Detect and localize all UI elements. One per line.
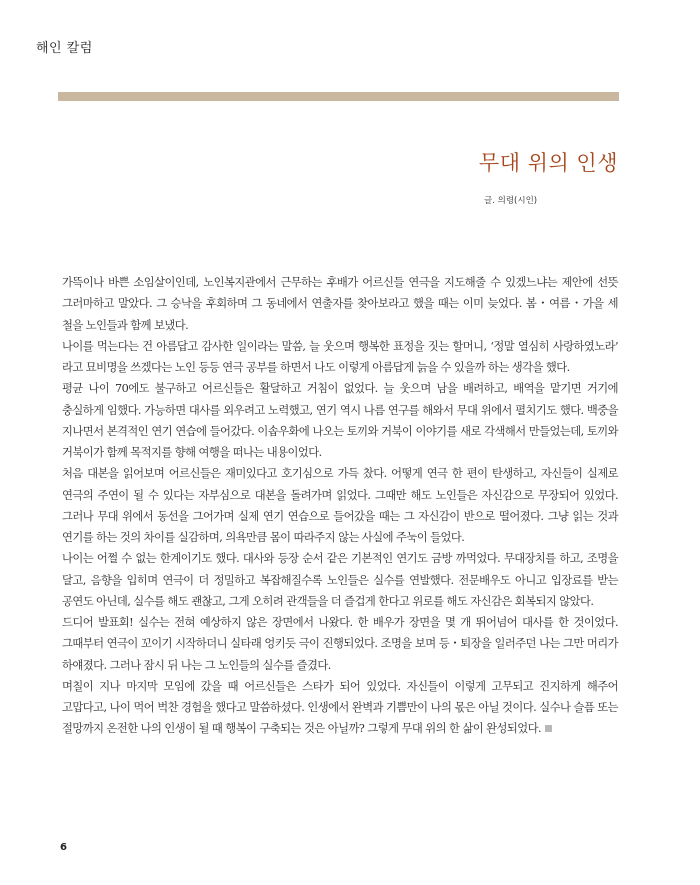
article-title: 무대 위의 인생 (478, 151, 618, 175)
last-paragraph-text: 며칠이 지나 마지막 모임에 갔을 때 어르신들은 스타가 되어 있었다. 자신들이 이렇게 고무되고 진지하게 해주어 고맙다고, 나이 먹어 벅찬 경험을 했다고 말씀하셨다. 인생에서 완벽과 기쁨만이 나의 몫은 아닐 것이다. 실수나 슬픔 또는 절망까지 온전한 나의 인생이 될 때 행복이 구축되는 것은 아닐까? 그렇게 무대 위의 한 삶이 완성되었다. (62, 679, 618, 736)
page-number: 6 (60, 842, 67, 853)
column-section-label: 해인 칼럼 (36, 41, 93, 56)
body-paragraph: 드디어 발표회! 실수는 전혀 예상하지 않은 장면에서 나왔다. 한 배우가 장면을 몇 개 뛰어넘어 대사를 한 것이었다. 그때부터 연극이 꼬이기 시작하더니 실타래 엉키듯 극이 진행되었다. 조명을 보며 등・퇴장을 일러주던 나는 그만 머리가 하얘졌다. 그러나 잠시 뒤 나는 그 노인들의 실수를 즐겼다. (62, 616, 618, 672)
body-paragraph: 나이를 먹는다는 건 아름답고 감사한 일이라는 말씀, 늘 웃으며 행복한 표정을 짓는 할머니, ‘정말 열심히 사랑하였노라’ 라고 묘비명을 쓰겠다는 노인 등등 연극 공부를 하면서 나도 이렇게 아름답게 늙을 수 있을까 하는 생각을 했다. (62, 339, 618, 374)
header-divider-bar (58, 92, 619, 101)
body-paragraph: 평균 나이 70에도 불구하고 어르신들은 활달하고 거침이 없었다. 늘 웃으며 남을 배려하고, 배역을 맡기면 거기에 충실하게 임했다. 가능하면 대사를 외우려고 노력했고, 연기 역시 나름 연구를 해와서 무대 위에서 펼치기도 했다. 백중을 지나면서 본격적인 연기 연습에 들어갔다. 이솝우화에 나오는 토끼와 거북이 이야기를 새로 각색해서 만들었는데, 토끼와 거북이가 함께 목적지를 향해 여행을 떠나는 내용이었다. (62, 382, 618, 459)
body-paragraph: 나이는 어쩔 수 없는 한계이기도 했다. 대사와 등장 순서 같은 기본적인 연기도 금방 까먹었다. 무대장치를 하고, 조명을 달고, 음향을 입히며 연극이 더 정밀하고 복잡해질수록 노인들은 실수를 연발했다. 전문배우도 아니고 입장료를 받는 공연도 아닌데, 실수를 해도 괜찮고, 그게 오히려 관객들을 더 즐겁게 한다고 위로를 해도 자신감은 회복되지 않았다. (62, 552, 618, 608)
body-paragraph: 가뜩이나 바쁜 소임살이인데, 노인복지관에서 근무하는 후배가 어르신들 연극을 지도해줄 수 있겠느냐는 제안에 선뜻 그러마하고 말았다. 그 승낙을 후회하며 그 동네에서 연출자를 찾아보라고 했을 때는 이미 늦었다. 봄・여름・가을 세 철을 노인들과 함께 보냈다. (62, 276, 618, 332)
end-of-article-mark-icon (545, 725, 552, 732)
article-byline: 글. 의령(시인) (484, 196, 538, 206)
body-paragraph-last (62, 676, 618, 740)
body-paragraph: 처음 대본을 읽어보며 어르신들은 재미있다고 호기심으로 가득 찼다. 어떻게 연극 한 편이 탄생하고, 자신들이 실제로 연극의 주연이 될 수 있다는 자부심으로 대본을 돌려가며 읽었다. 그때만 해도 노인들은 자신감으로 무장되어 있었다. 그러나 무대 위에서 동선을 그어가며 실제 연기 연습으로 들어갔을 때는 그 자신감이 반으로 떨어졌다. 그냥 읽는 것과 연기를 하는 것의 차이를 실감하며, 의욕만큼 몸이 따라주지 않는 사실에 주눅이 들었다. (62, 467, 618, 544)
article-body (62, 272, 618, 740)
